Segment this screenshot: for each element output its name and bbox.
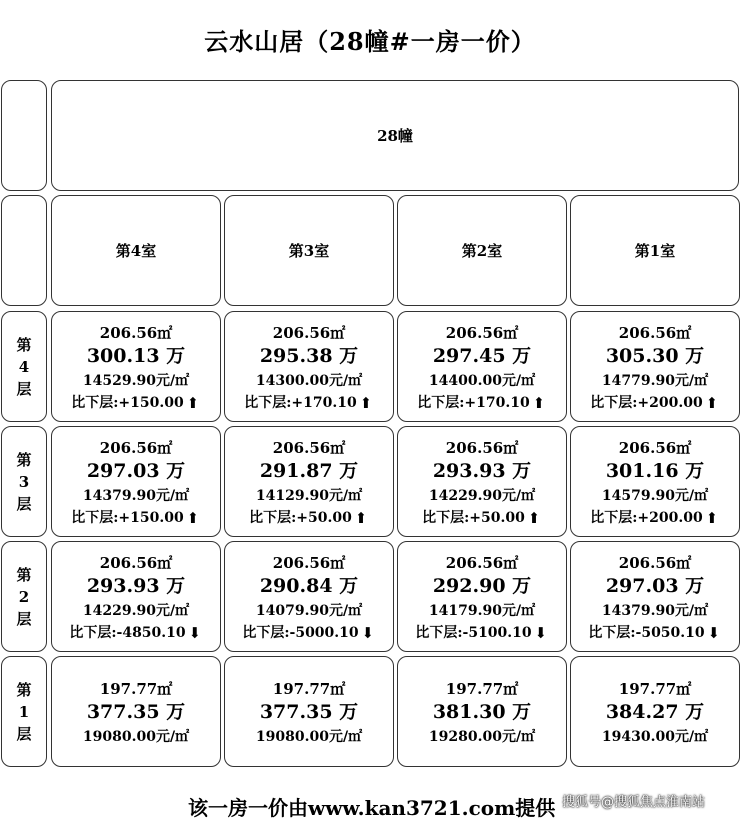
unit-area: 206.56㎡ [445, 323, 519, 342]
corner-cell-room [1, 195, 47, 306]
unit-cell [51, 541, 221, 652]
unit-area: 197.77㎡ [272, 679, 346, 698]
unit-total-price: 297.03 万 [86, 459, 186, 482]
price-diff-row [71, 392, 200, 414]
floor-label-char: 第 [16, 450, 32, 469]
unit-cell [397, 656, 567, 767]
unit-total-price: 377.35 万 [86, 700, 186, 723]
floor-label-char: 第 [16, 565, 32, 584]
price-diff-row [71, 507, 200, 529]
footer-credit: 该一房一价由www.kan3721.com提供 [188, 796, 556, 820]
arrow-down-icon: ⬇ [534, 623, 547, 642]
room-label: 第1室 [634, 242, 676, 260]
unit-price-per-sqm: 19430.00元/㎡ [601, 728, 709, 745]
price-diff: 比下层:+150.00 [71, 509, 184, 526]
unit-price-per-sqm: 19080.00元/㎡ [82, 728, 190, 745]
unit-area: 206.56㎡ [618, 438, 692, 457]
price-diff-row [415, 622, 548, 644]
unit-total-price: 297.45 万 [432, 344, 532, 367]
floor-label-char: 层 [16, 609, 32, 628]
price-diff: 比下层:-4850.10 [69, 624, 186, 641]
floor-label-char: 3 [18, 472, 30, 491]
floor-label-char: 第 [16, 680, 32, 699]
building-label: 28幢 [377, 127, 413, 145]
price-diff: 比下层:-5000.10 [242, 624, 359, 641]
unit-price-per-sqm: 14229.90元/㎡ [428, 487, 536, 504]
unit-cell [570, 656, 740, 767]
watermark: 搜狐号@搜狐焦点淮南站 [562, 795, 706, 810]
unit-cell [224, 541, 394, 652]
unit-area: 206.56㎡ [99, 553, 173, 572]
unit-price-per-sqm: 14079.90元/㎡ [255, 602, 363, 619]
unit-area: 197.77㎡ [618, 679, 692, 698]
room-label: 第4室 [115, 242, 157, 260]
unit-price-per-sqm: 14400.00元/㎡ [428, 372, 536, 389]
room-header-1 [51, 195, 221, 306]
arrow-up-icon: ⬆ [705, 508, 719, 527]
price-diff-row [244, 392, 373, 414]
arrow-up-icon: ⬆ [354, 508, 368, 527]
arrow-down-icon: ⬇ [707, 623, 720, 642]
unit-area: 206.56㎡ [99, 438, 173, 457]
price-diff: 比下层:+200.00 [590, 394, 703, 411]
price-diff: 比下层:+170.10 [417, 394, 530, 411]
unit-total-price: 301.16 万 [605, 459, 705, 482]
unit-total-price: 384.27 万 [605, 700, 705, 723]
unit-cell [397, 541, 567, 652]
unit-price-per-sqm: 19280.00元/㎡ [428, 728, 536, 745]
floor-label-cell [1, 311, 47, 422]
unit-cell [570, 426, 740, 537]
unit-total-price: 377.35 万 [259, 700, 359, 723]
unit-total-price: 293.93 万 [432, 459, 532, 482]
unit-area: 206.56㎡ [618, 323, 692, 342]
price-diff: 比下层:+170.10 [244, 394, 357, 411]
floor-label-char: 层 [16, 494, 32, 513]
unit-price-per-sqm: 14229.90元/㎡ [82, 602, 190, 619]
unit-total-price: 297.03 万 [605, 574, 705, 597]
arrow-up-icon: ⬆ [705, 393, 719, 412]
unit-total-price: 295.38 万 [259, 344, 359, 367]
unit-area: 206.56㎡ [618, 553, 692, 572]
room-label: 第2室 [461, 242, 503, 260]
building-header [51, 80, 739, 191]
room-header-4 [570, 195, 740, 306]
price-diff: 比下层:+50.00 [249, 509, 352, 526]
unit-area: 206.56㎡ [272, 323, 346, 342]
arrow-up-icon: ⬆ [186, 393, 200, 412]
price-diff-row [588, 622, 721, 644]
floor-label-char: 1 [18, 702, 30, 721]
unit-cell [397, 311, 567, 422]
unit-price-per-sqm: 14379.90元/㎡ [82, 487, 190, 504]
arrow-up-icon: ⬆ [186, 508, 200, 527]
unit-area: 206.56㎡ [272, 553, 346, 572]
arrow-up-icon: ⬆ [527, 508, 541, 527]
room-header-2 [224, 195, 394, 306]
price-diff: 比下层:+200.00 [590, 509, 703, 526]
unit-cell [397, 426, 567, 537]
unit-area: 206.56㎡ [99, 323, 173, 342]
floor-label-char: 第 [16, 335, 32, 354]
corner-cell-top [1, 80, 47, 191]
unit-total-price: 381.30 万 [432, 700, 532, 723]
arrow-down-icon: ⬇ [361, 623, 374, 642]
unit-price-per-sqm: 14379.90元/㎡ [601, 602, 709, 619]
price-diff-row [69, 622, 202, 644]
unit-total-price: 290.84 万 [259, 574, 359, 597]
price-diff: 比下层:-5050.10 [588, 624, 705, 641]
unit-area: 206.56㎡ [272, 438, 346, 457]
unit-cell [51, 656, 221, 767]
unit-cell [51, 426, 221, 537]
page-title: 云水山居（28幢#一房一价） [204, 27, 536, 56]
unit-total-price: 300.13 万 [86, 344, 186, 367]
price-diff: 比下层:+50.00 [422, 509, 525, 526]
unit-cell [224, 311, 394, 422]
price-diff-row [417, 392, 546, 414]
floor-label-char: 2 [18, 587, 30, 606]
unit-price-per-sqm: 14129.90元/㎡ [255, 487, 363, 504]
unit-price-per-sqm: 14779.90元/㎡ [601, 372, 709, 389]
unit-cell [224, 656, 394, 767]
unit-price-per-sqm: 14179.90元/㎡ [428, 602, 536, 619]
unit-cell [224, 426, 394, 537]
unit-price-per-sqm: 14529.90元/㎡ [82, 372, 190, 389]
price-diff-row [422, 507, 542, 529]
price-diff-row [242, 622, 375, 644]
arrow-up-icon: ⬆ [359, 393, 373, 412]
unit-cell [570, 541, 740, 652]
price-diff: 比下层:+150.00 [71, 394, 184, 411]
room-header-3 [397, 195, 567, 306]
unit-area: 197.77㎡ [445, 679, 519, 698]
unit-price-per-sqm: 19080.00元/㎡ [255, 728, 363, 745]
floor-label-char: 层 [16, 724, 32, 743]
floor-label-cell [1, 541, 47, 652]
floor-label-cell [1, 656, 47, 767]
floor-label-char: 4 [18, 357, 30, 376]
unit-total-price: 291.87 万 [259, 459, 359, 482]
floor-label-cell [1, 426, 47, 537]
floor-label-char: 层 [16, 379, 32, 398]
room-label: 第3室 [288, 242, 330, 260]
unit-area: 206.56㎡ [445, 438, 519, 457]
price-diff-row [249, 507, 369, 529]
unit-total-price: 293.93 万 [86, 574, 186, 597]
price-diff-row [590, 507, 719, 529]
unit-area: 197.77㎡ [99, 679, 173, 698]
unit-total-price: 305.30 万 [605, 344, 705, 367]
unit-area: 206.56㎡ [445, 553, 519, 572]
unit-price-per-sqm: 14579.90元/㎡ [601, 487, 709, 504]
price-diff: 比下层:-5100.10 [415, 624, 532, 641]
unit-cell [51, 311, 221, 422]
price-diff-row [590, 392, 719, 414]
arrow-up-icon: ⬆ [532, 393, 546, 412]
unit-price-per-sqm: 14300.00元/㎡ [255, 372, 363, 389]
unit-total-price: 292.90 万 [432, 574, 532, 597]
arrow-down-icon: ⬇ [188, 623, 201, 642]
unit-cell [570, 311, 740, 422]
